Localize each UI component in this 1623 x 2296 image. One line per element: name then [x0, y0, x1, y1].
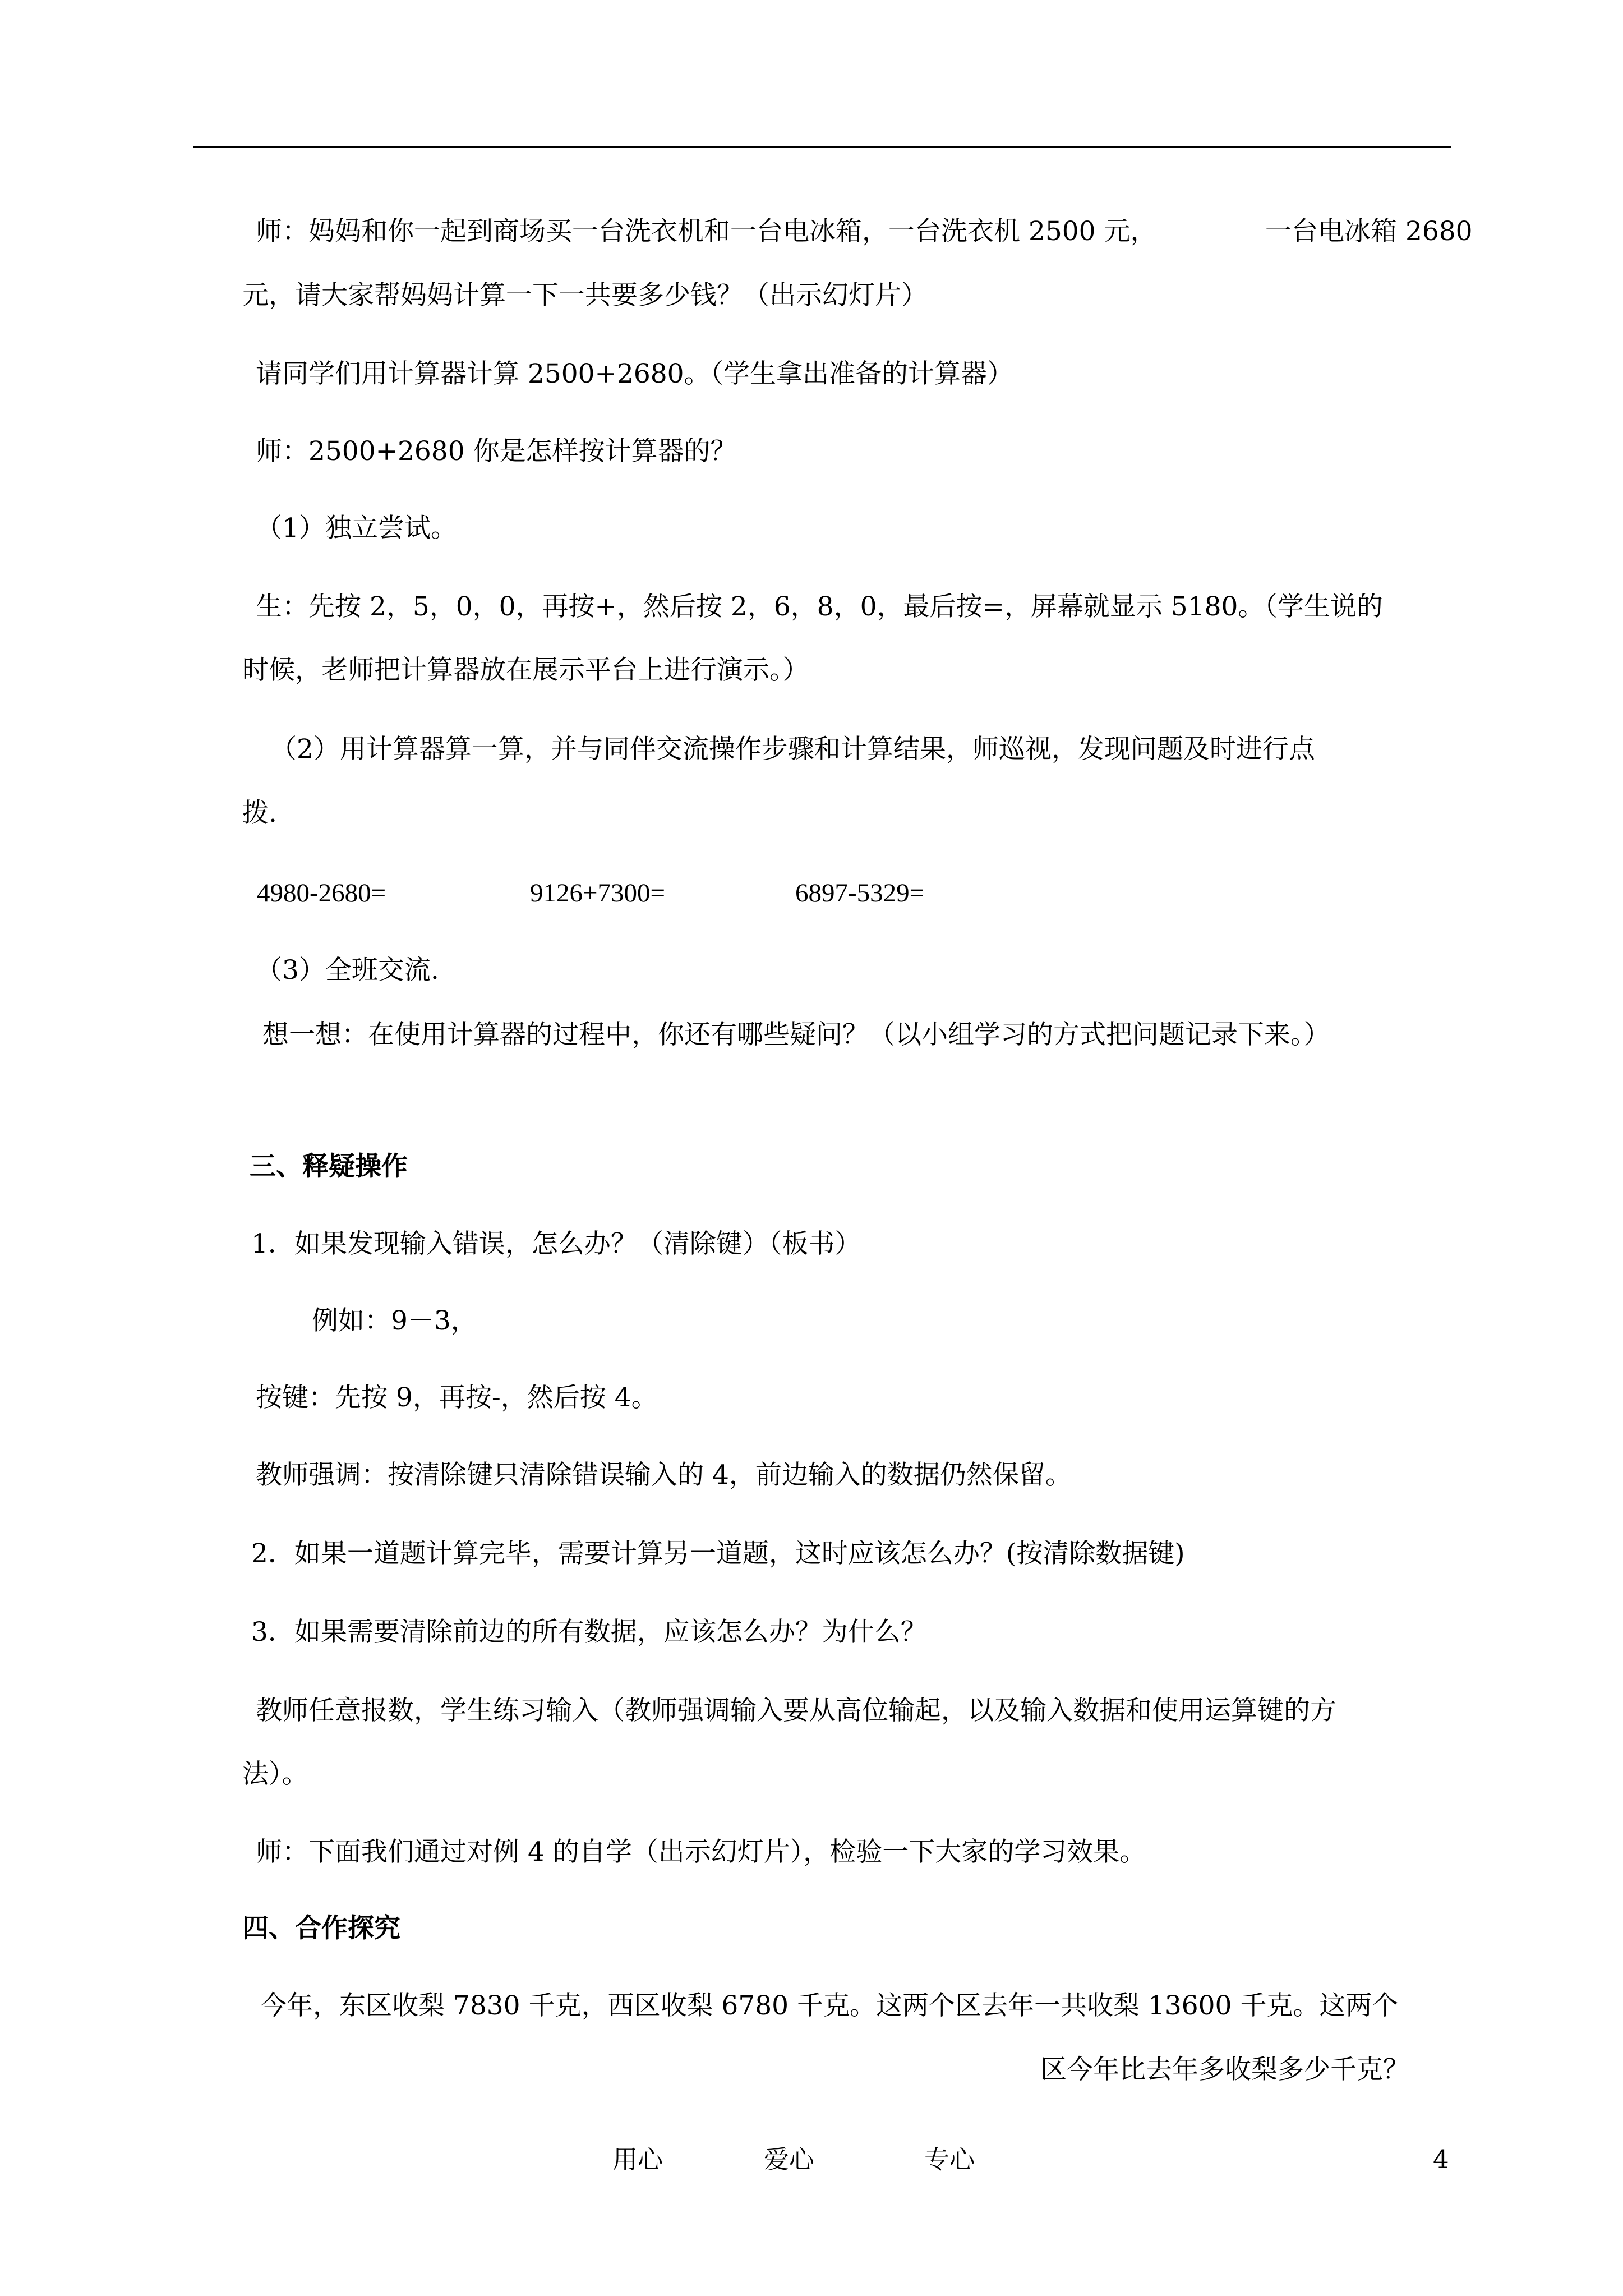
- section-heading-4: 四、合作探究: [242, 1913, 400, 1944]
- paragraph-student-answer-line2: 时候，老师把计算器放在展示平台上进行演示。）: [242, 655, 809, 685]
- question-1-example: 例如：9－3，: [312, 1305, 477, 1336]
- question-2: 2．如果一道题计算完毕，需要计算另一道题，这时应该怎么办？(按清除数据键): [251, 1538, 1185, 1569]
- footer-motto-2: 爱心: [764, 2145, 815, 2174]
- header-rule: [193, 146, 1451, 148]
- paragraph-exercise-line2: 拨.: [242, 798, 277, 829]
- paragraph-pear-problem-line2: 区今年比去年多收梨多少千克？: [1040, 2054, 1409, 2085]
- paragraph-self-study: 师：下面我们通过对例 4 的自学（出示幻灯片），检验一下大家的学习效果。: [256, 1837, 1146, 1867]
- paragraph-teacher-question-line2: 元，请大家帮妈妈计算一下一共要多少钱？（出示幻灯片）: [242, 280, 928, 311]
- question-1-keys: 按键：先按 9，再按-，然后按 4。: [256, 1382, 658, 1413]
- paragraph-teacher-question-line1a: 师：妈妈和你一起到商场买一台洗衣机和一台电冰箱，一台洗衣机 2500 元，: [256, 216, 1157, 247]
- paragraph-independent-try: （1）独立尝试。: [256, 513, 457, 544]
- paragraph-how-to-press: 师：2500+2680 你是怎样按计算器的？: [256, 436, 737, 467]
- question-1-note: 教师强调：按清除键只清除错误输入的 4，前边输入的数据仍然保留。: [256, 1460, 1072, 1490]
- paragraph-practice-line1: 教师任意报数，学生练习输入（教师强调输入要从高位输起，以及输入数据和使用运算键的方: [256, 1695, 1336, 1726]
- page-number: 4: [1433, 2145, 1449, 2174]
- footer-motto-1: 用心: [612, 2145, 663, 2174]
- question-1: 1．如果发现输入错误，怎么办？（清除键）（板书）: [251, 1228, 861, 1259]
- paragraph-practice-line2: 法）。: [242, 1759, 308, 1789]
- paragraph-exercise-line1: （2）用计算器算一算，并与同伴交流操作步骤和计算结果，师巡视，发现问题及时进行点: [270, 734, 1315, 765]
- paragraph-think: 想一想：在使用计算器的过程中，你还有哪些疑问？（以小组学习的方式把问题记录下来。）: [262, 1019, 1330, 1050]
- footer-motto-3: 专心: [924, 2145, 975, 2174]
- paragraph-class-exchange: （3）全班交流.: [256, 955, 439, 986]
- section-heading-3: 三、释疑操作: [250, 1151, 408, 1182]
- equation-2: 9126+7300=: [530, 878, 666, 908]
- paragraph-pear-problem-line1: 今年，东区收梨 7830 千克，西区收梨 6780 千克。这两个区去年一共收梨 13600 千克。这两个: [260, 1990, 1399, 2021]
- paragraph-student-answer-line1: 生：先按 2，5，0，0，再按+，然后按 2，6，8，0，最后按=，屏幕就显示 5180。（学生说的: [256, 591, 1383, 622]
- question-3: 3．如果需要清除前边的所有数据，应该怎么办？为什么？: [251, 1617, 927, 1648]
- equation-3: 6897-5329=: [795, 878, 925, 908]
- paragraph-calculate-instruction: 请同学们用计算器计算 2500+2680。（学生拿出准备的计算器）: [256, 358, 1014, 389]
- paragraph-teacher-question-line1b: 一台电冰箱 2680: [1265, 216, 1473, 247]
- equation-1: 4980-2680=: [257, 878, 386, 908]
